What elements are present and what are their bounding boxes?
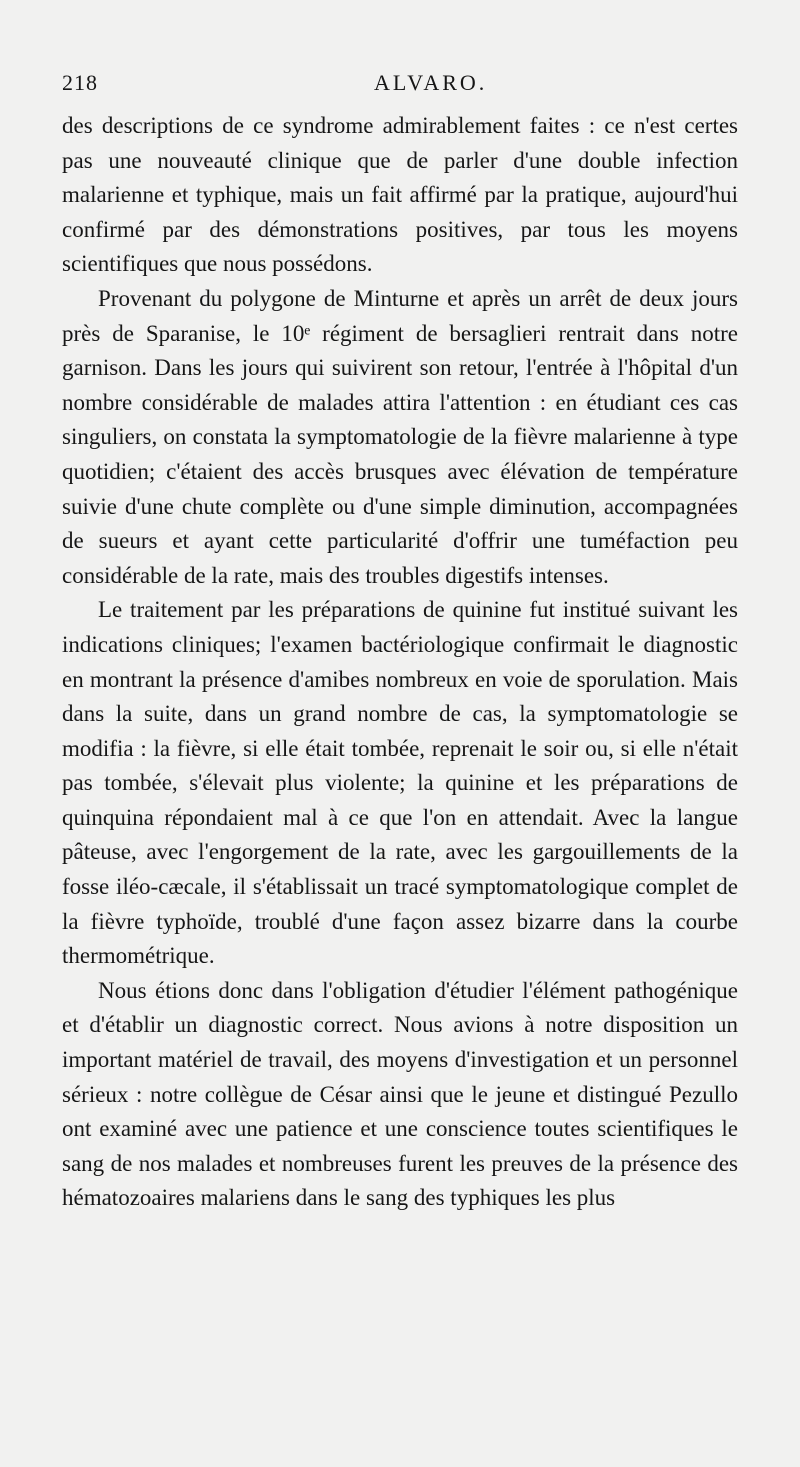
page-header: [62, 70, 738, 100]
running-head: ALVARO.: [374, 70, 488, 95]
paragraph-investigation: Nous étions donc dans l'obligation d'étudier l'élément pathogénique et d'établir un diagnostic correct. Nous avions à notre disposition un important matériel de travail, des moyens d'investigation et un personnel sérieux : notre collègue de César ainsi que le jeune et distingué Pezullo ont examiné avec une patience et une conscience toutes scientifiques le sang de nos malades et nombreuses furent les preuves de la présence des hématozoaires malariens dans le sang des typhiques les plus: [62, 977, 738, 1211]
body-text: [62, 109, 738, 1216]
paragraph-continuation: des descriptions de ce syndrome admirablement faites : ce n'est certes pas une nouveauté clinique que de parler d'une double infection malarienne et typhique, mais un fait affirmé par la pratique, aujourd'hui confirmé par des démonstrations positives, par tous les moyens scientifiques que nous possédons.: [62, 113, 738, 277]
page-number: 218: [62, 70, 98, 95]
paragraph-treatment: Le traitement par les préparations de quinine fut institué suivant les indications cliniques; l'examen bactériologique confirmait le diagnostic en montrant la présence d'amibes nombreux en voie de sporulation. Mais dans la suite, dans un grand nombre de cas, la symptomatologie se modifia : la fièvre, si elle était tombée, reprenait le soir ou, si elle n'était pas tombée, s'élevait plus violente; la quinine et les préparations de quinquina répondaient mal à ce que l'on en attendait. Avec la langue pâteuse, avec l'engorgement de la rate, avec les gargouillements de la fosse iléo-cæcale, il s'établissait un tracé symptomatologique complet de la fièvre typhoïde, troublé d'une façon assez bizarre dans la courbe thermométrique.: [62, 597, 738, 969]
paragraph-minturne: Provenant du polygone de Minturne et après un arrêt de deux jours près de Sparanise, le 10ᵉ régiment de bersaglieri rentrait dans notre garnison. Dans les jours qui suivirent son retour, l'entrée à l'hôpital d'un nombre considérable de malades attira l'attention : en étudiant ces cas singuliers, on constata la symptomatologie de la fièvre malarienne à type quotidien; c'étaient des accès brusques avec élévation de température suivie d'une chute complète ou d'une simple diminution, accompagnées de sueurs et ayant cette particularité d'offrir une tuméfaction peu considérable de la rate, mais des troubles digestifs intenses.: [62, 285, 738, 588]
